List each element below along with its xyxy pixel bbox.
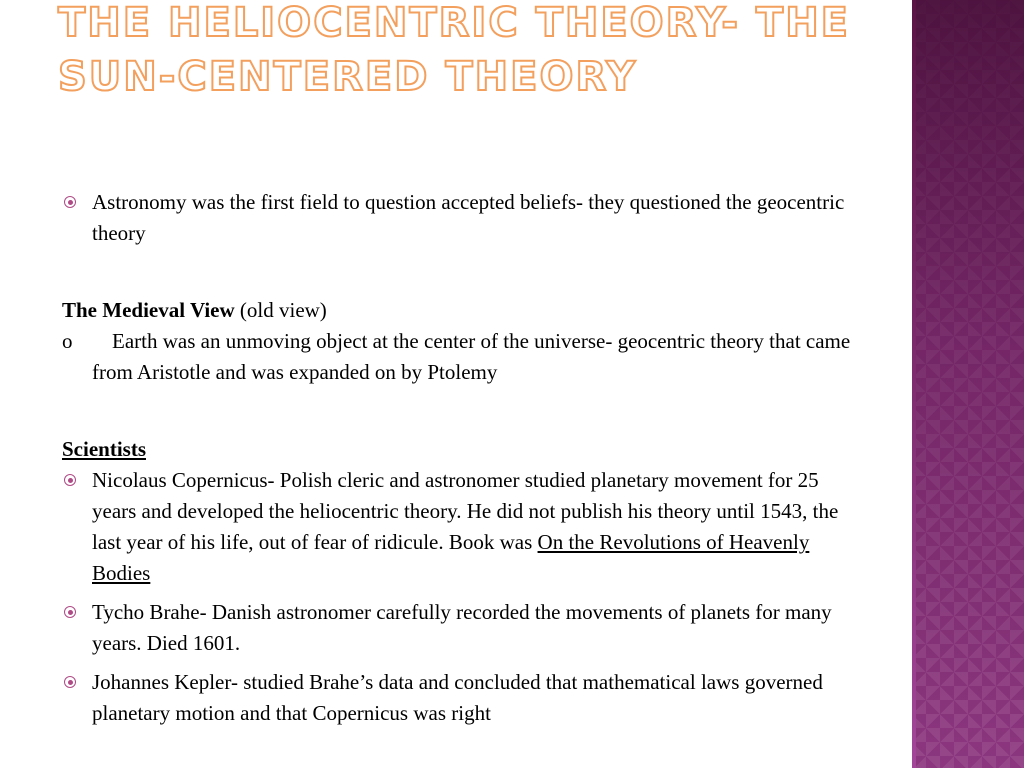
scientists-heading: Scientists (62, 437, 146, 461)
scientist-item-text: Tycho Brahe- Danish astronomer carefully recorded the movements of planets for many years. Died 1601. (92, 600, 832, 655)
medieval-view-heading (62, 295, 862, 326)
sub-bullet-marker: o (62, 329, 73, 353)
scientist-item-text: Johannes Kepler- studied Brahe’s data and concluded that mathematical laws governed planetary motion and that Copernicus was right (92, 670, 823, 725)
scientist-item-copernicus (62, 465, 862, 589)
medieval-view-heading-bold: The Medieval View (62, 298, 235, 322)
circle-dot-icon (64, 196, 76, 208)
medieval-view-item (62, 326, 862, 388)
scientist-item-kepler (62, 667, 862, 729)
medieval-view-heading-note: (old view) (234, 298, 327, 322)
intro-bullet (62, 187, 862, 249)
circle-dot-icon (64, 474, 76, 486)
circle-dot-icon (64, 606, 76, 618)
scientist-item-brahe (62, 597, 862, 659)
scientist-item-text: Nicolaus Copernicus- Polish cleric and astronomer studied planetary movement for 25 years and developed the heliocentric theory. He did not publish his theory until 1543, the last year of his life, out of fear of ridicule. Book was (92, 468, 839, 554)
book-title: On the Revolutions of Heavenly Bodies (92, 530, 810, 585)
intro-text: Astronomy was the first field to question accepted beliefs- they questioned the geocentric theory (92, 190, 845, 245)
medieval-view-item-text: Earth was an unmoving object at the center of the universe- geocentric theory that came from Aristotle and was expanded on by Ptolemy (92, 329, 851, 384)
slide-title (58, 0, 878, 104)
slide-title-line-2: SUN-CENTERED THEORY (58, 54, 638, 100)
slide-body (62, 187, 862, 729)
circle-dot-icon (64, 676, 76, 688)
decorative-side-panel (912, 0, 1024, 768)
slide-title-line-1: THE HELIOCENTRIC THEORY- THE (58, 0, 850, 46)
